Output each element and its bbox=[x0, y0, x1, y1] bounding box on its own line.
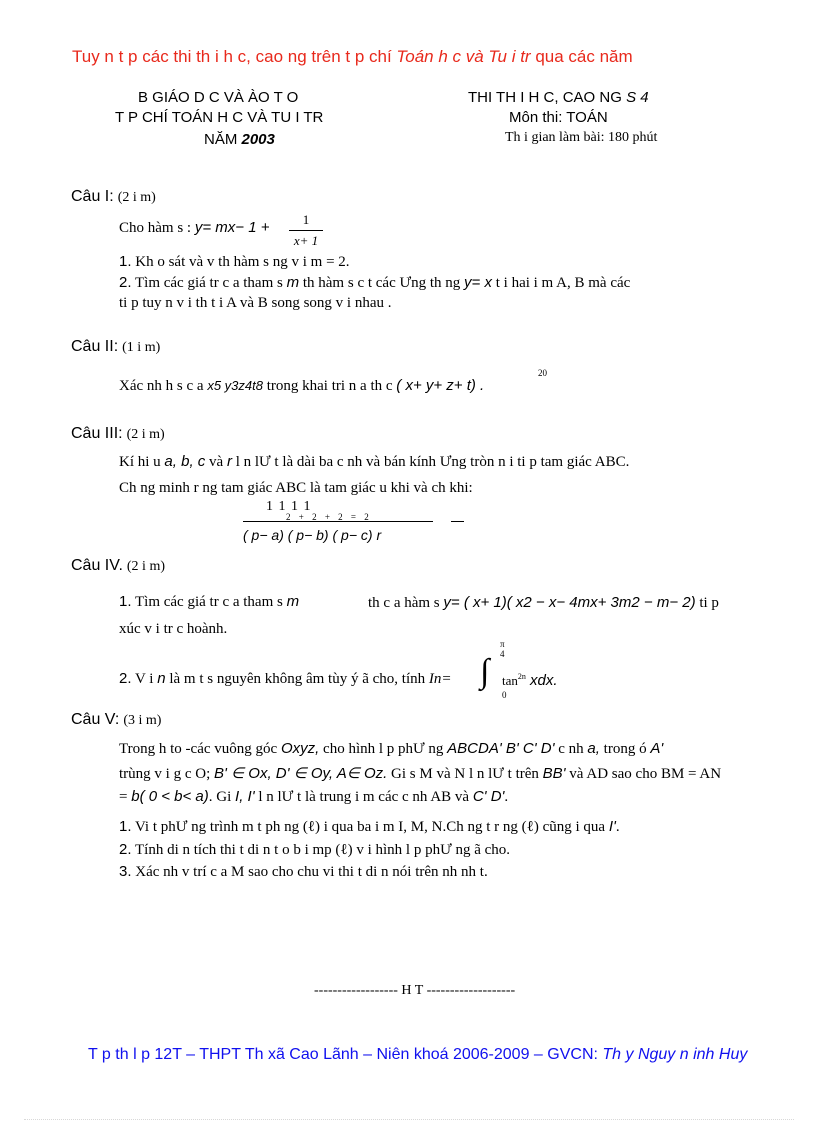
item-text: Tìm các giá tr c a tham s bbox=[131, 594, 287, 610]
cau4-integrand bbox=[502, 672, 558, 690]
exam-title-text: THI TH I H C, CAO NG bbox=[468, 89, 627, 106]
cau1-points: (2 i m) bbox=[117, 190, 156, 205]
text: = bbox=[119, 789, 132, 805]
item-text: Kh o sát và v th hàm s ng v i m = 2. bbox=[131, 254, 350, 270]
cau1-item2-cont: ti p tuy n v i th t i A và B song song v i nhau . bbox=[119, 295, 392, 311]
item-number: 2. bbox=[119, 841, 132, 858]
end-mark: ------------------ H T ------------------- bbox=[314, 983, 516, 998]
cau1-item2 bbox=[119, 274, 630, 292]
upper-bound: π bbox=[500, 639, 505, 649]
cau2-power: 20 bbox=[538, 368, 547, 378]
item-number: 1. bbox=[119, 253, 132, 270]
cau1-item1 bbox=[119, 253, 350, 271]
integrand-tail: xdx. bbox=[525, 672, 558, 689]
text: Trong h to -các vuông góc bbox=[119, 741, 281, 757]
cau1-title: Câu I: bbox=[71, 188, 114, 205]
exam-number: S 4 bbox=[626, 89, 649, 106]
cau5-line3 bbox=[119, 788, 508, 806]
header-subject: Môn thi: TOÁN bbox=[509, 109, 608, 126]
cau3-eq-denominators: ( p− a) ( p− b) ( p− c) r bbox=[243, 527, 382, 543]
item-text: Vi t phƯ ng trình m t ph ng (ℓ) i qua ba i m I, M, N.Ch ng t r ng (ℓ) cũng i qua bbox=[131, 819, 609, 835]
item-text: . bbox=[615, 819, 620, 835]
item-text: th hàm s c t các Ưng th ng bbox=[299, 275, 465, 291]
item-number: 3. bbox=[119, 863, 132, 880]
vertex-A: A' bbox=[650, 740, 664, 757]
polynomial: ( x+ y+ z+ t) . bbox=[396, 377, 485, 394]
text: c nh bbox=[554, 741, 588, 757]
item-text: th c a hàm s bbox=[368, 595, 444, 611]
cau4-title: Câu IV. bbox=[71, 557, 123, 574]
param-m: m bbox=[286, 274, 300, 291]
cau5-heading bbox=[71, 711, 161, 729]
cau3-eq-bar-right bbox=[451, 521, 464, 522]
item-text: Tính di n tích thi t di n t o b i mp (ℓ) v i hình l p phƯ ng ã cho. bbox=[131, 842, 511, 858]
banner-suffix: qua các năm bbox=[530, 47, 633, 66]
term: x5 y3z4t8 bbox=[207, 378, 263, 393]
cau1-fraction bbox=[289, 212, 323, 249]
func-expr: y= mx− 1 + bbox=[194, 219, 270, 236]
var-r: r bbox=[226, 453, 232, 470]
item-number: 2. bbox=[119, 670, 132, 687]
top-banner bbox=[72, 47, 633, 67]
cau5-title: Câu V: bbox=[71, 711, 120, 728]
line-expr: y= x bbox=[464, 274, 492, 291]
relations: B' ∈ Ox, D' ∈ Oy, A∈ Oz. bbox=[214, 765, 388, 782]
edge-BB: BB' bbox=[542, 765, 566, 782]
item-text: ti p bbox=[695, 595, 719, 611]
item-number: 1. bbox=[119, 593, 132, 610]
condition: ( 0 < b< a) bbox=[139, 788, 209, 805]
banner-prefix: Tuy n t p các thi th i h c, cao ng trên t p chí bbox=[72, 47, 397, 66]
cau5-line2 bbox=[119, 764, 721, 783]
cau3-line1 bbox=[119, 453, 629, 471]
text: trong ó bbox=[599, 741, 651, 757]
text: và AD sao cho BM = AN bbox=[565, 766, 722, 782]
cau3-title: Câu III: bbox=[71, 425, 123, 442]
coord-system: Oxyz, bbox=[280, 740, 320, 757]
frac-numerator: 1 bbox=[289, 212, 323, 231]
integral-sign: ∫ bbox=[480, 653, 490, 690]
text: . Gi bbox=[208, 789, 236, 805]
item-number: 1. bbox=[119, 818, 132, 835]
points-I: I, I' bbox=[235, 788, 255, 805]
cau5-line1 bbox=[119, 740, 663, 758]
cau2-heading bbox=[71, 338, 160, 356]
cau2-points: (1 i m) bbox=[122, 340, 161, 355]
page-bottom-rule bbox=[24, 1119, 794, 1120]
header-exam-title bbox=[468, 89, 649, 106]
header-ministry: B GIÁO D C VÀ ÀO T O bbox=[138, 89, 299, 106]
integrand-power: 2n bbox=[517, 672, 526, 681]
upper-bound-den: 4 bbox=[500, 649, 505, 659]
year-prefix: NĂM bbox=[204, 131, 242, 148]
text: Gi s M và N l n lƯ t trên bbox=[387, 766, 543, 782]
item-text: V i bbox=[131, 671, 158, 687]
cau4-item2 bbox=[119, 670, 452, 688]
param-m: m bbox=[286, 593, 300, 610]
cau3-eq-numerators: 1 1 1 1 bbox=[266, 499, 311, 514]
var-b: b bbox=[131, 788, 140, 805]
text: và bbox=[205, 454, 227, 470]
cau3-points: (2 i m) bbox=[126, 427, 165, 442]
footer-text: T p th l p 12T – THPT Th xã Cao Lãnh – Niên khoá 2006-2009 – GVCN: bbox=[88, 1046, 603, 1063]
item-text: Xác nh v trí c a M sao cho chu vi thi t di n nói trên nh nh t. bbox=[131, 864, 488, 880]
footer bbox=[88, 1046, 747, 1064]
cau2-title: Câu II: bbox=[71, 338, 119, 355]
text: Xác nh h s c a bbox=[119, 378, 208, 394]
header-magazine: T P CHÍ TOÁN H C VÀ TU I TR bbox=[115, 109, 324, 126]
function-expr: y= ( x+ 1)( x2 − x− 4mx+ 3m2 − m− 2) bbox=[443, 594, 696, 611]
cau4-integral-lower: 0 bbox=[502, 690, 507, 700]
text: l n lƯ t là trung i m các c nh AB và bbox=[254, 789, 473, 805]
header-year bbox=[204, 131, 275, 148]
year-value: 2003 bbox=[241, 131, 275, 148]
text: cho hình l p phƯ ng bbox=[319, 741, 448, 757]
item-text: là m t s nguyên không âm tùy ý ã cho, tính bbox=[165, 671, 429, 687]
cau3-line2: Ch ng minh r ng tam giác ABC là tam giác u khi và ch khi: bbox=[119, 480, 473, 496]
cau4-item1-func bbox=[368, 594, 719, 612]
cau4-integral-upper bbox=[500, 639, 505, 659]
text: . bbox=[504, 789, 509, 805]
text: trùng v i g c O; bbox=[119, 766, 214, 782]
func-label: Cho hàm s : bbox=[119, 220, 195, 236]
item-text: Tìm các giá tr c a tham s bbox=[131, 275, 287, 291]
text: trong khai tri n a th c bbox=[262, 378, 397, 394]
frac-denominator: x+ 1 bbox=[293, 233, 319, 248]
cau3-heading bbox=[71, 425, 165, 443]
item-text: t i hai i m A, B mà các bbox=[491, 275, 631, 291]
cau5-item1 bbox=[119, 818, 620, 836]
cau3-eq-operators: 2 + 2 + 2 = 2 bbox=[286, 512, 369, 522]
cau1-heading bbox=[71, 188, 156, 206]
item-number: 2. bbox=[119, 274, 132, 291]
cau5-item3 bbox=[119, 863, 488, 881]
cau4-item1 bbox=[119, 593, 299, 611]
cau4-heading bbox=[71, 557, 165, 575]
footer-teacher: Th y Nguy n inh Huy bbox=[602, 1046, 748, 1063]
cau2-text bbox=[119, 377, 484, 395]
var-n: n bbox=[157, 670, 166, 687]
cau4-points: (2 i m) bbox=[126, 559, 165, 574]
text: Kí hi u bbox=[119, 454, 165, 470]
cau5-item2 bbox=[119, 841, 510, 859]
edge-CD: C' D' bbox=[472, 788, 505, 805]
var-a: a, bbox=[587, 740, 600, 757]
vars: a, b, c bbox=[164, 453, 206, 470]
header-time: Th i gian làm bài: 180 phút bbox=[505, 130, 658, 145]
cau5-points: (3 i m) bbox=[123, 713, 162, 728]
banner-italic: Toán h c và Tu i tr bbox=[396, 47, 531, 66]
cau4-item1-cont: xúc v i tr c hoành. bbox=[119, 621, 228, 637]
cube-name: ABCDA' B' C' D' bbox=[447, 740, 555, 757]
point-I-prime: I' bbox=[608, 818, 616, 835]
integral-I: In= bbox=[428, 671, 452, 687]
cau1-function bbox=[119, 219, 269, 237]
text: l n lƯ t là dài ba c nh và bán kính Ưng tròn n i ti p tam giác ABC. bbox=[231, 454, 630, 470]
integrand-tan: tan bbox=[502, 673, 518, 688]
